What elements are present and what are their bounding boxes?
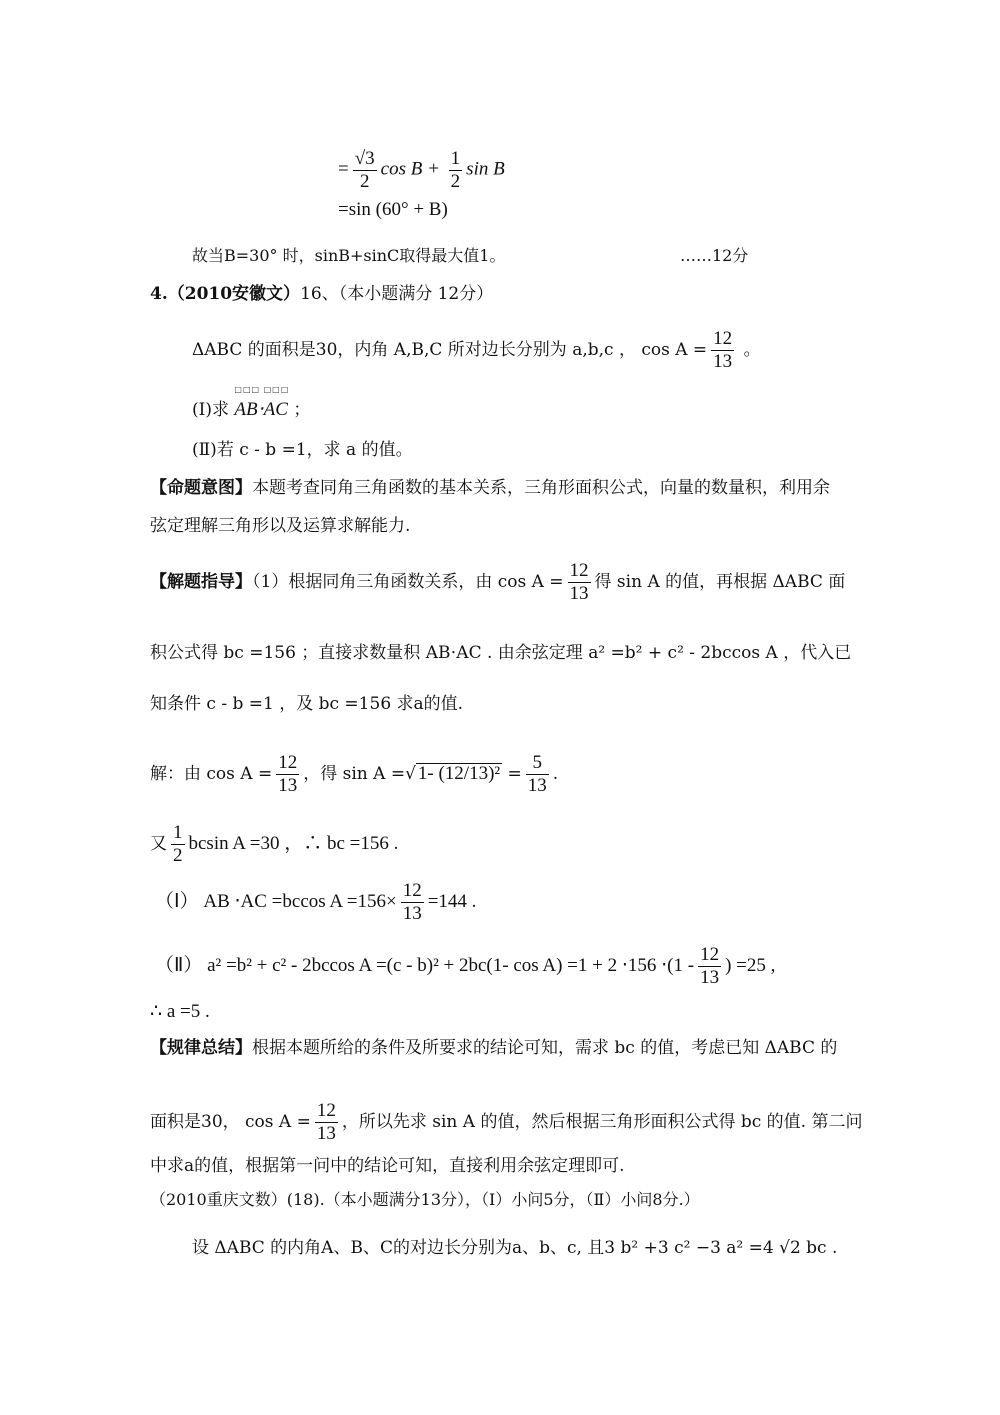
- problem-number: 4.（2010安徽文）: [150, 284, 301, 304]
- sol2-a: 又: [150, 833, 167, 854]
- frac-den: 13: [278, 774, 298, 796]
- frac-den: 2: [173, 844, 183, 866]
- solution-result: ∴ a =5 .: [150, 1001, 210, 1022]
- intent-paragraph: [150, 480, 830, 497]
- statement-text: ΔABC 的面积是30，内角 A,B,C 所对边长分别为 a,b,c ， cos A =: [192, 339, 708, 360]
- frac-den: 13: [569, 582, 589, 604]
- guide-text-cont: 得 sin A 的值，再根据 ΔABC 面: [594, 571, 846, 592]
- solution-step2: [150, 822, 398, 867]
- sqrt-expression: 1- (12/13)²: [417, 762, 501, 784]
- solution-step1: 解：由 cos A = $\frac{12}{13}$ ，得 sin A =√ 1- (12/13)² = $\frac{5}{13}$ .: [150, 752, 559, 796]
- next-problem-heading: （2010重庆文数）(18).（本小题满分13分），（Ⅰ）小问5分，（Ⅱ）小问8分.）: [150, 1190, 700, 1209]
- frac-num: 12: [569, 560, 589, 581]
- intent-paragraph-line2: 弦定理解三角形以及运算求解能力.: [150, 516, 411, 536]
- frac-num: 5: [526, 752, 549, 775]
- guide-paragraph: [150, 560, 845, 605]
- sol4-a: （Ⅱ） a² =b² + c² - 2bccos A =(c - b)² + 2bc(1- cos A) =1 + 2 ⋅156 ⋅(1 -: [155, 954, 695, 976]
- guide-label: 【解题指导】: [150, 571, 252, 592]
- sol3-a: （Ⅰ） AB ⋅AC =bccos A =156×: [155, 890, 397, 912]
- part1-end: ；: [287, 400, 311, 420]
- score-text: ……12分: [680, 246, 749, 265]
- summary-paragraph-line3: 中求a的值，根据第一问中的结论可知，直接利用余弦定理即可.: [150, 1156, 625, 1176]
- continued-expression-line1: = $\frac{√3}{2}$ cos B + $\frac{1}{2}$ sin B: [338, 148, 505, 192]
- problem-statement: [192, 328, 761, 373]
- frac-den: 13: [402, 902, 422, 924]
- expr-cosB: cos B +: [380, 158, 445, 180]
- problem-heading: [150, 286, 493, 303]
- summary-text2a: 面积是30， cos A =: [150, 1111, 311, 1132]
- frac-num: 12: [713, 328, 733, 349]
- vector-arrows: □□□ □□□: [234, 385, 290, 394]
- vector-text: AB⋅AC: [234, 399, 288, 420]
- frac-den: 13: [527, 774, 547, 796]
- summary-label: 【规律总结】: [150, 1038, 252, 1058]
- solution-part2: [155, 944, 775, 989]
- conclusion-text: 故当B=30° 时，sinB+sinC取得最大值1。: [192, 246, 506, 265]
- frac-den: 2: [450, 170, 461, 192]
- next-problem-statement: 设 ΔABC 的内角A、B、C的对边长分别为a、b、c, 且3 b² +3 c² −3 a² =4 √2 bc .: [192, 1238, 838, 1258]
- frac-num: 1: [173, 822, 183, 843]
- intent-text: 本题考查同角三角函数的基本关系，三角形面积公式，向量的数量积，利用余: [252, 478, 830, 498]
- statement-end: 。: [738, 339, 761, 360]
- frac-den: 2: [359, 170, 370, 192]
- summary-text: 根据本题所给的条件及所要求的结论可知，需求 bc 的值，考虑已知 ΔABC 的: [252, 1038, 838, 1058]
- frac-den: 13: [316, 1122, 336, 1144]
- frac-num: 1: [450, 148, 461, 169]
- problem-heading-rest: 16、（本小题满分 12分）: [300, 284, 494, 304]
- sol1-eq: =: [502, 763, 522, 784]
- guide-paragraph-line2: 积公式得 bc =156 ；直接求数量积 AB⋅AC . 由余弦定理 a² =b² + c² - 2bccos A ，代入已: [150, 643, 852, 663]
- sol2-b: bcsin A =30 ，∴ bc =156 .: [188, 832, 399, 854]
- sol1-end: .: [552, 763, 559, 784]
- frac-num: 12: [278, 752, 298, 773]
- summary-text2b: ，所以先求 sin A 的值，然后根据三角形面积公式得 bc 的值. 第二问: [341, 1111, 863, 1132]
- sol1-b: ，得 sin A =: [303, 763, 406, 784]
- frac-num: 12: [700, 944, 720, 965]
- frac-num: √3: [354, 148, 375, 169]
- solution-part1: [155, 880, 476, 925]
- summary-paragraph: [150, 1040, 837, 1057]
- sol4-b: ) =25 ,: [725, 954, 776, 976]
- sol3-b: =144 .: [427, 890, 477, 912]
- vector-product: [234, 385, 290, 420]
- frac-num: 12: [402, 880, 422, 901]
- guide-paragraph-line3: 知条件 c - b =1 ，及 bc =156 求a的值.: [150, 694, 464, 714]
- frac-den: 13: [713, 350, 733, 372]
- frac-num: 12: [316, 1100, 336, 1121]
- guide-text: （1）根据同角三角函数关系，由 cos A =: [252, 571, 564, 592]
- sol1-a: 解：由 cos A =: [150, 763, 273, 784]
- intent-label: 【命题意图】: [150, 478, 252, 498]
- part1: [192, 385, 311, 420]
- summary-paragraph-line2: [150, 1100, 862, 1145]
- part2: (Ⅱ)若 c - b =1，求 a 的值。: [192, 440, 413, 460]
- part1-label: (Ⅰ)求: [192, 400, 235, 420]
- frac-den: 13: [700, 966, 720, 988]
- continued-expression-line2: =sin (60° + B): [338, 199, 448, 220]
- expr-sinB: sin B: [466, 158, 505, 180]
